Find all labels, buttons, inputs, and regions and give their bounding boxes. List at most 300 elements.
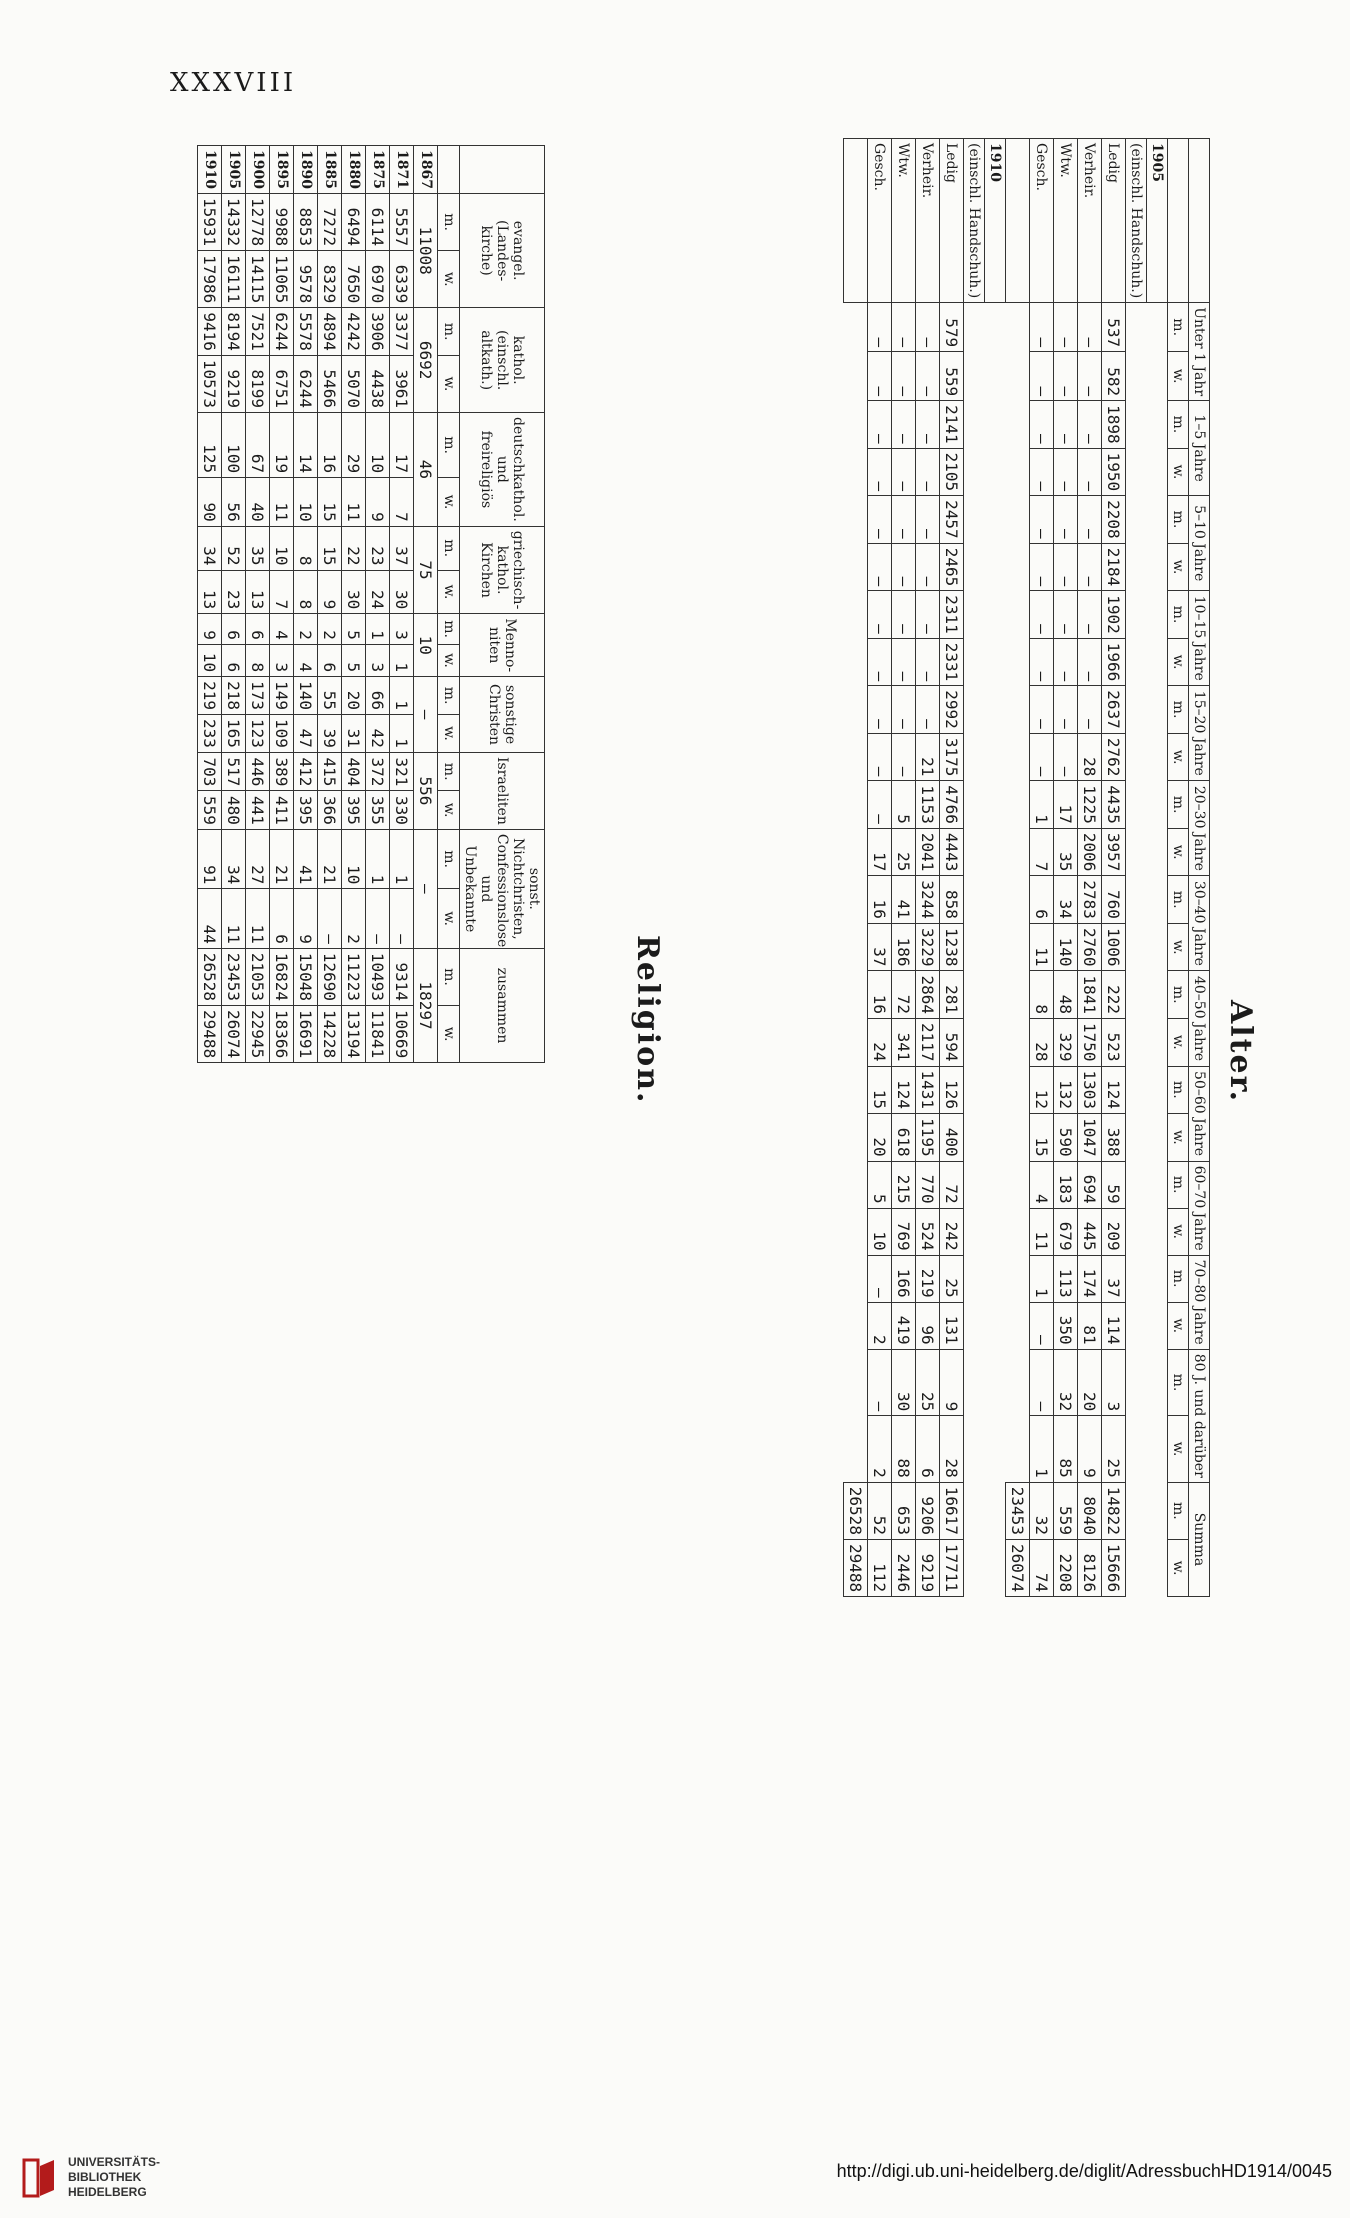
religion-table-row	[318, 146, 342, 1063]
alter-cell: 28	[1029, 1019, 1053, 1067]
religion-column-header: Israeliten	[459, 752, 544, 829]
alter-column-header: 30–40 Jahre	[1188, 876, 1209, 971]
alter-cell: 329	[1053, 1019, 1077, 1067]
religion-cell: 9	[318, 570, 342, 614]
alter-row-label: 1910	[984, 139, 1005, 303]
religion-cell: 1	[390, 829, 414, 889]
religion-cell: 10	[270, 526, 294, 570]
alter-cell: —	[1053, 733, 1077, 781]
religion-cell: 39	[318, 715, 342, 753]
alter-row-label: Ledig	[1101, 139, 1125, 303]
religion-cell: 7521	[246, 308, 270, 356]
alter-cell: —	[867, 352, 891, 401]
religion-cell: 3	[270, 644, 294, 676]
religion-year: 1905	[222, 146, 246, 194]
religion-year: 1890	[294, 146, 318, 194]
religion-cell: 5578	[294, 308, 318, 356]
alter-cell: 523	[1101, 1019, 1125, 1067]
alter-sex-header: w.	[1167, 923, 1188, 971]
alter-cell: 20	[1077, 1349, 1101, 1416]
religion-merged-cell: 10	[414, 614, 438, 677]
alter-cell: —	[1053, 543, 1077, 591]
religion-cell: 24	[366, 570, 390, 614]
alter-cell: —	[1029, 733, 1053, 781]
religion-cell: 8329	[318, 251, 342, 308]
alter-cell: 2783	[1077, 876, 1101, 924]
religion-cell: 404	[342, 752, 366, 790]
alter-cell: —	[1029, 448, 1053, 496]
alter-total-cell: 26528	[843, 1482, 867, 1539]
alter-cell: 11	[1029, 1208, 1053, 1255]
alter-cell: —	[1053, 448, 1077, 496]
alter-cell: 131	[939, 1302, 963, 1349]
religion-cell: 2	[318, 614, 342, 645]
alter-cell: 25	[939, 1255, 963, 1302]
religion-column-header: evangel. (Landes-kirche)	[459, 193, 544, 307]
religion-cell: 4438	[366, 355, 390, 412]
religion-cell: 4242	[342, 308, 366, 356]
religion-cell: 3906	[366, 308, 390, 356]
alter-column-header: 70–80 Jahre	[1188, 1255, 1209, 1349]
alter-column-header: 60–70 Jahre	[1188, 1161, 1209, 1255]
religion-table-row	[270, 146, 294, 1063]
alter-cell: 209	[1101, 1208, 1125, 1255]
religion-cell: —	[366, 889, 390, 949]
alter-cell: —	[1077, 638, 1101, 686]
alter-cell: 166	[891, 1255, 915, 1302]
religion-cell: 8194	[222, 308, 246, 356]
alter-cell: —	[1029, 591, 1053, 639]
alter-cell: 11	[1029, 923, 1053, 971]
alter-cell: 183	[1053, 1161, 1077, 1208]
religion-year: 1900	[246, 146, 270, 194]
alter-cell: 37	[1101, 1255, 1125, 1302]
religion-column-header: kathol. (einschl. altkath.)	[459, 308, 544, 413]
alter-cell: 9	[1077, 1416, 1101, 1483]
alter-cell: —	[867, 543, 891, 591]
alter-cell: 770	[915, 1161, 939, 1208]
alter-cell: 1950	[1101, 448, 1125, 496]
alter-cell: 1	[1029, 1255, 1053, 1302]
alter-cell: 1047	[1077, 1114, 1101, 1162]
alter-title: Alter.	[1223, 1000, 1258, 1104]
alter-sex-header: w.	[1167, 733, 1188, 781]
religion-cell: 4894	[318, 308, 342, 356]
alter-sex-header: w.	[1167, 543, 1188, 591]
religion-column-header: griechisch-kathol. Kirchen	[459, 526, 544, 614]
alter-cell: 2760	[1077, 923, 1101, 971]
religion-cell: 16691	[294, 1006, 318, 1063]
alter-cell: —	[1077, 543, 1101, 591]
alter-sex-header: m.	[1167, 781, 1188, 829]
alter-cell: 524	[915, 1208, 939, 1255]
alter-cell: —	[1053, 591, 1077, 639]
alter-cell: 16	[867, 971, 891, 1019]
alter-row-label: 1905	[1146, 139, 1167, 303]
alter-sex-header: m.	[1167, 303, 1188, 352]
religion-cell: 8	[294, 526, 318, 570]
religion-cell: 372	[366, 752, 390, 790]
religion-cell: 35	[246, 526, 270, 570]
alter-cell: 2141	[939, 401, 963, 449]
alter-cell: 590	[1053, 1114, 1077, 1162]
religion-cell: 9988	[270, 193, 294, 250]
alter-cell: 858	[939, 876, 963, 924]
religion-cell: 18366	[270, 1006, 294, 1063]
alter-cell: 2208	[1053, 1539, 1077, 1596]
religion-table-row	[294, 146, 318, 1063]
religion-title: Religion.	[630, 935, 665, 1105]
alter-cell: —	[1029, 686, 1053, 734]
alter-cell: 126	[939, 1066, 963, 1114]
alter-cell: —	[891, 686, 915, 734]
religion-sex-header: m.	[438, 308, 459, 356]
alter-cell: —	[1053, 303, 1077, 352]
religion-merged-cell: 11008	[414, 193, 438, 307]
alter-cell: 400	[939, 1114, 963, 1162]
alter-cell: 28	[1077, 733, 1101, 781]
alter-row-label: Ledig	[939, 139, 963, 303]
alter-cell: —	[1029, 638, 1053, 686]
alter-cell: 16	[867, 876, 891, 924]
religion-sex-header: m.	[438, 677, 459, 715]
alter-cell: 1238	[939, 923, 963, 971]
alter-cell: 2762	[1101, 733, 1125, 781]
alter-cell: 653	[891, 1482, 915, 1539]
alter-cell: 594	[939, 1019, 963, 1067]
alter-cell: —	[867, 401, 891, 449]
religion-year: 1871	[390, 146, 414, 194]
alter-cell: 4435	[1101, 781, 1125, 829]
alter-cell: 350	[1053, 1302, 1077, 1349]
religion-year: 1910	[198, 146, 222, 194]
religion-cell: 517	[222, 752, 246, 790]
alter-row-label: Verheir.	[1077, 139, 1101, 303]
religion-merged-cell: —	[414, 677, 438, 753]
alter-cell: 14822	[1101, 1482, 1125, 1539]
religion-sex-header: w.	[438, 715, 459, 753]
alter-cell: —	[915, 686, 939, 734]
alter-cell: —	[915, 543, 939, 591]
religion-cell: 52	[222, 526, 246, 570]
religion-cell: 11	[246, 889, 270, 949]
alter-cell: —	[1029, 352, 1053, 401]
alter-cell: 1006	[1101, 923, 1125, 971]
religion-sex-header: m.	[438, 948, 459, 1005]
religion-cell: 7	[270, 570, 294, 614]
alter-cell: 25	[915, 1349, 939, 1416]
alter-cell: 30	[891, 1349, 915, 1416]
alter-column-header: 50–60 Jahre	[1188, 1066, 1209, 1161]
alter-sex-header: m.	[1167, 591, 1188, 639]
alter-cell: 222	[1101, 971, 1125, 1019]
alter-sex-header: w.	[1167, 352, 1188, 401]
alter-cell	[1146, 303, 1167, 1597]
alter-cell: 8040	[1077, 1482, 1101, 1539]
religion-cell: 5466	[318, 355, 342, 412]
religion-table-row	[342, 146, 366, 1063]
alter-row-label	[843, 139, 867, 303]
religion-cell: 3961	[390, 355, 414, 412]
alter-table-row	[963, 139, 984, 1597]
alter-cell: 32	[1053, 1349, 1077, 1416]
alter-table-row	[1005, 139, 1029, 1597]
religion-cell: 6244	[270, 308, 294, 356]
alter-cell: —	[867, 496, 891, 544]
religion-cell: 12690	[318, 948, 342, 1005]
alter-sex-header: w.	[1167, 828, 1188, 876]
religion-cell: 13	[198, 570, 222, 614]
religion-cell: 3377	[390, 308, 414, 356]
religion-cell: 29488	[198, 1006, 222, 1063]
religion-cell: 5	[342, 614, 366, 645]
religion-cell: 149	[270, 677, 294, 715]
religion-year: 1885	[318, 146, 342, 194]
alter-cell: 2117	[915, 1019, 939, 1067]
alter-cell: 124	[891, 1066, 915, 1114]
religion-cell: 14228	[318, 1006, 342, 1063]
alter-cell: 2637	[1101, 686, 1125, 734]
religion-cell: 16111	[222, 251, 246, 308]
religion-cell: 15048	[294, 948, 318, 1005]
alter-table-row	[1125, 139, 1146, 1597]
religion-cell: 8	[246, 644, 270, 676]
religion-table	[197, 145, 545, 1063]
alter-column-header: Summa	[1188, 1482, 1209, 1596]
alter-cell: 559	[1053, 1482, 1077, 1539]
alter-cell: 15	[1029, 1114, 1053, 1162]
alter-cell: —	[1077, 686, 1101, 734]
alter-cell: —	[1077, 496, 1101, 544]
alter-column-header: Unter 1 Jahr	[1188, 303, 1209, 401]
religion-sex-header: w.	[438, 889, 459, 949]
alter-cell: 445	[1077, 1208, 1101, 1255]
alter-cell: 2208	[1101, 496, 1125, 544]
alter-cell: —	[867, 781, 891, 829]
religion-cell: 11065	[270, 251, 294, 308]
alter-cell: 24	[867, 1019, 891, 1067]
religion-cell: 140	[294, 677, 318, 715]
religion-cell: 3	[366, 644, 390, 676]
alter-cell: —	[1053, 401, 1077, 449]
religion-cell: 233	[198, 715, 222, 753]
alter-sex-header: m.	[1167, 1066, 1188, 1114]
religion-cell: 123	[246, 715, 270, 753]
religion-cell: 11	[342, 478, 366, 527]
alter-cell: 760	[1101, 876, 1125, 924]
alter-cell: —	[1077, 352, 1101, 401]
alter-cell: —	[891, 591, 915, 639]
religion-cell: 16	[318, 413, 342, 478]
library-logo	[20, 2155, 160, 2200]
religion-cell: 30	[342, 570, 366, 614]
alter-cell: 1902	[1101, 591, 1125, 639]
alter-column-header: 15–20 Jahre	[1188, 686, 1209, 781]
alter-cell: 2	[867, 1302, 891, 1349]
alter-cell	[1005, 303, 1029, 1483]
alter-cell	[1125, 303, 1146, 1597]
religion-cell: 9219	[222, 355, 246, 412]
alter-cell: 3175	[939, 733, 963, 781]
religion-year: 1875	[366, 146, 390, 194]
alter-cell: 10	[867, 1208, 891, 1255]
religion-sex-header: m.	[438, 614, 459, 645]
alter-cell: 37	[867, 923, 891, 971]
alter-cell: —	[1029, 496, 1053, 544]
alter-cell: 72	[939, 1161, 963, 1208]
religion-header-corner	[438, 146, 459, 194]
religion-cell: 90	[198, 478, 222, 527]
alter-cell: —	[891, 303, 915, 352]
alter-sex-header: m.	[1167, 1482, 1188, 1539]
alter-cell: 7	[1029, 828, 1053, 876]
alter-cell: —	[1029, 303, 1053, 352]
alter-cell: —	[915, 352, 939, 401]
religion-cell: 1	[390, 715, 414, 753]
religion-cell: 6751	[270, 355, 294, 412]
alter-row-label: Wtw.	[1053, 139, 1077, 303]
alter-cell: —	[891, 733, 915, 781]
religion-cell: 11841	[366, 1006, 390, 1063]
alter-total-cell: 29488	[843, 1539, 867, 1596]
alter-cell: —	[867, 638, 891, 686]
religion-cell: 15	[318, 526, 342, 570]
page-number: XXXVIII	[170, 68, 297, 98]
alter-cell: 769	[891, 1208, 915, 1255]
alter-cell: —	[1053, 638, 1077, 686]
alter-cell: 3244	[915, 876, 939, 924]
alter-cell: —	[867, 1349, 891, 1416]
alter-cell: 41	[891, 876, 915, 924]
alter-cell: 113	[1053, 1255, 1077, 1302]
alter-table-row	[1077, 139, 1101, 1597]
library-logo-icon	[20, 2156, 58, 2200]
alter-cell: —	[1053, 496, 1077, 544]
religion-cell: 11	[270, 478, 294, 527]
alter-cell: 9219	[915, 1539, 939, 1596]
alter-cell: 1	[1029, 1416, 1053, 1483]
religion-cell: 17986	[198, 251, 222, 308]
religion-cell: 41	[294, 829, 318, 889]
alter-cell: —	[1029, 401, 1053, 449]
religion-cell: 7272	[318, 193, 342, 250]
alter-row-label: Gesch.	[1029, 139, 1053, 303]
religion-cell: 395	[294, 791, 318, 829]
religion-merged-cell: 18297	[414, 948, 438, 1062]
religion-cell: 411	[270, 791, 294, 829]
alter-cell: 12	[1029, 1066, 1053, 1114]
religion-cell: 6	[270, 889, 294, 949]
alter-cell: 124	[1101, 1066, 1125, 1114]
alter-cell: —	[915, 448, 939, 496]
religion-cell: 17	[390, 413, 414, 478]
religion-cell: 7	[390, 478, 414, 527]
religion-cell: 9578	[294, 251, 318, 308]
alter-cell: 2864	[915, 971, 939, 1019]
religion-cell: 6494	[342, 193, 366, 250]
religion-year: 1895	[270, 146, 294, 194]
religion-cell: 29	[342, 413, 366, 478]
alter-sex-header: w.	[1167, 1114, 1188, 1162]
alter-cell: 21	[915, 733, 939, 781]
religion-column-header: deutschkathol. und freireligiös	[459, 413, 544, 527]
religion-cell: 330	[390, 791, 414, 829]
alter-cell: 9	[939, 1349, 963, 1416]
alter-cell: 2041	[915, 828, 939, 876]
alter-cell: 537	[1101, 303, 1125, 352]
religion-cell: 47	[294, 715, 318, 753]
alter-cell: 2184	[1101, 543, 1125, 591]
alter-cell: 34	[1053, 876, 1077, 924]
religion-table-row	[222, 146, 246, 1063]
religion-year: 1880	[342, 146, 366, 194]
alter-sex-header: m.	[1167, 1349, 1188, 1416]
alter-cell: 15666	[1101, 1539, 1125, 1596]
alter-cell: —	[915, 303, 939, 352]
alter-sex-header: w.	[1167, 1539, 1188, 1596]
alter-cell: 17711	[939, 1539, 963, 1596]
religion-cell: 441	[246, 791, 270, 829]
religion-cell: 12778	[246, 193, 270, 250]
religion-table-row	[366, 146, 390, 1063]
religion-merged-cell: —	[414, 829, 438, 948]
alter-cell: 618	[891, 1114, 915, 1162]
religion-sex-header: m.	[438, 193, 459, 250]
religion-cell: 109	[270, 715, 294, 753]
alter-cell: 25	[891, 828, 915, 876]
religion-cell: 13194	[342, 1006, 366, 1063]
alter-cell: 74	[1029, 1539, 1053, 1596]
alter-table-row	[1053, 139, 1077, 1597]
religion-cell: 125	[198, 413, 222, 478]
alter-cell: 6	[1029, 876, 1053, 924]
religion-cell: 34	[198, 526, 222, 570]
alter-cell: —	[1029, 1349, 1053, 1416]
alter-cell: 679	[1053, 1208, 1077, 1255]
source-url: http://digi.ub.uni-heidelberg.de/diglit/AdressbuchHD1914/0045	[836, 2161, 1332, 2181]
alter-column-header: 10–15 Jahre	[1188, 591, 1209, 686]
alter-cell: —	[1077, 303, 1101, 352]
alter-cell: —	[1029, 543, 1053, 591]
religion-table-row	[390, 146, 414, 1063]
alter-cell: 3957	[1101, 828, 1125, 876]
religion-cell: 9	[198, 614, 222, 645]
alter-cell: —	[1053, 686, 1077, 734]
religion-cell: 9314	[390, 948, 414, 1005]
alter-row-label	[1005, 139, 1029, 303]
alter-cell: 20	[867, 1114, 891, 1162]
alter-cell: —	[1029, 1302, 1053, 1349]
alter-header-corner	[1188, 139, 1209, 303]
religion-cell: 23	[366, 526, 390, 570]
alter-cell: 1303	[1077, 1066, 1101, 1114]
religion-cell: 1	[390, 677, 414, 715]
alter-cell: 1431	[915, 1066, 939, 1114]
alter-cell: 1966	[1101, 638, 1125, 686]
religion-cell: 7650	[342, 251, 366, 308]
religion-cell: 165	[222, 715, 246, 753]
religion-cell: 31	[342, 715, 366, 753]
religion-cell: 6	[222, 644, 246, 676]
religion-cell: 355	[366, 791, 390, 829]
alter-cell: 32	[1029, 1482, 1053, 1539]
alter-cell: 3	[1101, 1349, 1125, 1416]
religion-cell: 26528	[198, 948, 222, 1005]
religion-sex-header: m.	[438, 752, 459, 790]
alter-table-row	[939, 139, 963, 1597]
alter-column-header: 80 J. und darüber	[1188, 1349, 1209, 1482]
alter-cell: 1225	[1077, 781, 1101, 829]
